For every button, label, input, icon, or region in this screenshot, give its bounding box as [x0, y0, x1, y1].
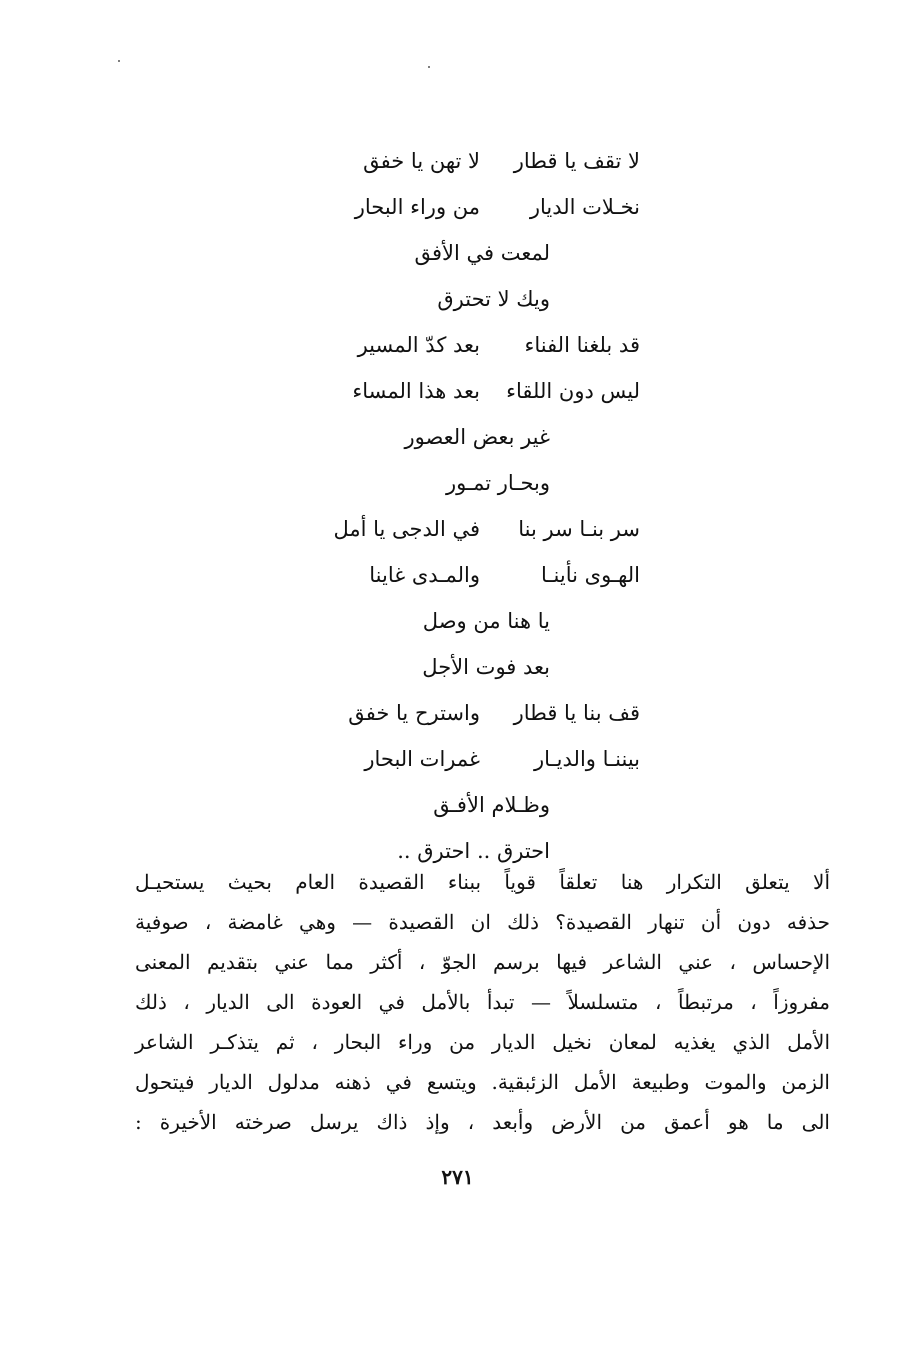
hemistich-second: بعد كدّ المسير	[357, 333, 480, 357]
hemistich-first: بيننـا والديـار	[533, 747, 640, 771]
hemistich-second: والمـدى غاينا	[369, 563, 480, 587]
hemistich-first: نخـلات الديار	[529, 195, 640, 219]
poem-refrain: بعد فوت الأجل	[422, 655, 550, 679]
poem-line	[300, 414, 640, 460]
paragraph-line: مفروزاً ، مرتبطاً ، متسلسلاً — تبدأ بالأمل في العودة الى الديار ، ذلك	[135, 990, 830, 1014]
poem-refrain: وظـلام الأفـق	[433, 793, 550, 817]
commentary-paragraph	[135, 862, 830, 1142]
page-number: ٢٧١	[441, 1165, 474, 1189]
poem-refrain: غير بعض العصور	[404, 425, 550, 449]
hemistich-first: قف بنا يا قطار	[513, 701, 640, 725]
poem-line	[300, 322, 640, 368]
poem-line	[300, 138, 640, 184]
paragraph-line: حذفه دون أن تنهار القصيدة؟ ذلك ان القصيدة — وهي غامضة ، صوفية	[135, 910, 830, 934]
poem-refrain: يا هنا من وصل	[422, 609, 550, 633]
poem-line	[300, 690, 640, 736]
paragraph-line: الزمن والموت وطبيعة الأمل الزئبقية. ويتسع في ذهنه مدلول الديار فيتحول	[135, 1070, 830, 1094]
poem-line	[300, 460, 640, 506]
paragraph-line: الى ما هو أعمق من الأرض وأبعد ، وإذ ذاك يرسل صرخته الأخيرة :	[135, 1110, 830, 1134]
hemistich-second: من وراء البحار	[354, 195, 480, 219]
hemistich-first: الهـوى نأينـا	[540, 563, 640, 587]
scan-speck	[118, 60, 120, 62]
hemistich-first: لا تقف يا قطار	[513, 149, 640, 173]
paragraph-line: ألا يتعلق التكرار هنا تعلقاً قوياً ببناء القصيدة العام بحيث يستحيـل	[135, 870, 830, 894]
scan-speck	[428, 66, 430, 68]
poem-line	[300, 644, 640, 690]
poem-line	[300, 184, 640, 230]
poem-line	[300, 782, 640, 828]
hemistich-first: سر بنـا سر بنا	[518, 517, 640, 541]
hemistich-second: واسترح يا خفق	[348, 701, 480, 725]
poem-line	[300, 368, 640, 414]
hemistich-second: غمرات البحار	[364, 747, 480, 771]
hemistich-second: في الدجى يا أمل	[333, 517, 480, 541]
poem-refrain: ويك لا تحترق	[437, 287, 550, 311]
hemistich-second: لا تهن يا خفق	[363, 149, 480, 173]
poem-line	[300, 230, 640, 276]
hemistich-first: ليس دون اللقاء	[506, 379, 640, 403]
hemistich-first: قد بلغنا الفناء	[524, 333, 640, 357]
poem-line	[300, 506, 640, 552]
poem	[300, 138, 640, 874]
poem-line	[300, 598, 640, 644]
paragraph-line: الإحساس ، عني الشاعر فيها برسم الجوّ ، أكثر مما عني بتقديم المعنى	[135, 950, 830, 974]
poem-refrain: لمعت في الأفق	[414, 241, 550, 265]
hemistich-second: بعد هذا المساء	[352, 379, 480, 403]
paragraph-line: الأمل الذي يغذيه لمعان نخيل الديار من وراء البحار ، ثم يتذكـر الشاعر	[135, 1030, 830, 1054]
poem-refrain: وبحـار تمـور	[445, 471, 550, 495]
poem-refrain: احترق .. احترق ..	[397, 839, 550, 863]
poem-line	[300, 276, 640, 322]
poem-line	[300, 552, 640, 598]
poem-line	[300, 736, 640, 782]
